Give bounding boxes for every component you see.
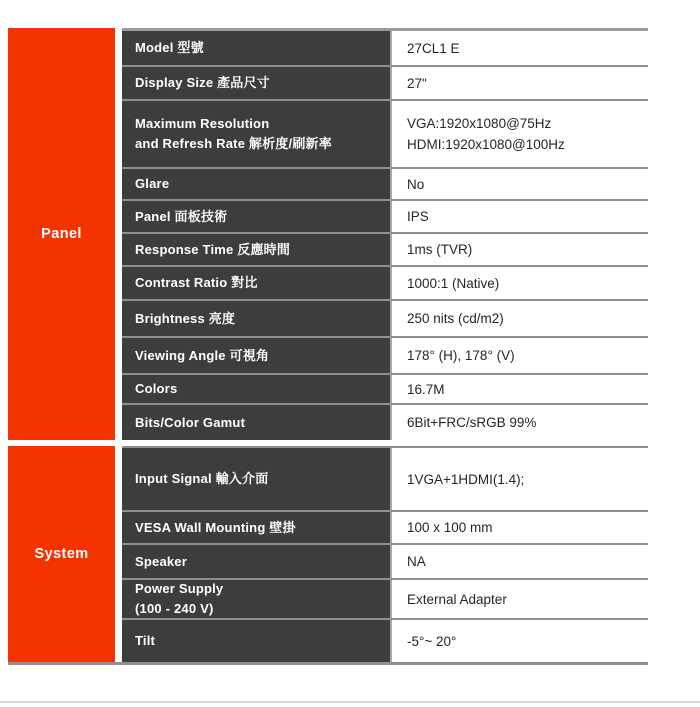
spec-label-line: and Refresh Rate 解析度/刷新率 xyxy=(135,136,332,151)
spec-row xyxy=(122,265,648,299)
spec-value-cell xyxy=(390,620,648,662)
spec-row xyxy=(122,199,648,232)
spec-label-cell xyxy=(122,620,390,662)
spec-label-cell xyxy=(122,301,390,336)
spec-row xyxy=(122,373,648,403)
spec-value-line: VGA:1920x1080@75Hz xyxy=(407,116,552,131)
spec-value-line: 1VGA+1HDMI(1.4); xyxy=(407,471,525,487)
spec-label-cell xyxy=(122,512,390,543)
spec-value-cell xyxy=(390,267,648,299)
spec-section-system xyxy=(8,446,648,662)
spec-value-cell xyxy=(390,31,648,65)
spec-row xyxy=(122,31,648,65)
spec-value-cell xyxy=(390,405,648,440)
spec-value-cell xyxy=(390,301,648,336)
spec-label-line: Glare xyxy=(135,176,170,191)
spec-value-cell xyxy=(390,67,648,99)
spec-label-cell xyxy=(122,338,390,373)
spec-row xyxy=(122,65,648,99)
spec-label-line: VESA Wall Mounting 壁掛 xyxy=(135,519,296,535)
spec-value-line: HDMI:1920x1080@100Hz xyxy=(407,137,565,152)
spec-value-line: 250 nits (cd/m2) xyxy=(407,311,504,326)
spec-value-line: 16.7M xyxy=(407,381,445,397)
spec-value-line: 1ms (TVR) xyxy=(407,242,473,257)
spec-row xyxy=(122,99,648,167)
spec-label-line: Input Signal 輸入介面 xyxy=(135,471,269,486)
spec-value-line: 27CL1 E xyxy=(407,40,460,56)
spec-label-line: Bits/Color Gamut xyxy=(135,414,246,430)
spec-value-cell xyxy=(390,545,648,578)
spec-label-line: Brightness 亮度 xyxy=(135,310,236,326)
spec-label-cell xyxy=(122,234,390,265)
spec-label-line: Maximum Resolution xyxy=(135,116,270,131)
section-tab-system xyxy=(8,446,115,662)
spec-value-line: No xyxy=(407,176,425,192)
spec-label-line: Viewing Angle 可視角 xyxy=(135,347,270,363)
spec-row xyxy=(122,403,648,440)
spec-value-line: External Adapter xyxy=(407,591,507,607)
spec-label-line: Contrast Ratio 對比 xyxy=(135,275,258,290)
spec-value-cell xyxy=(390,169,648,199)
spec-value-cell xyxy=(390,338,648,373)
spec-label-cell xyxy=(122,267,390,299)
spec-label-line: (100 - 240 V) xyxy=(135,601,214,616)
spec-row xyxy=(122,578,648,618)
spec-rows-system xyxy=(122,446,648,662)
spec-row xyxy=(122,232,648,265)
spec-row xyxy=(122,167,648,199)
spec-label-line: Panel 面板技術 xyxy=(135,208,228,224)
spec-value-line: 178° (H), 178° (V) xyxy=(407,348,515,363)
spec-value-line: 1000:1 (Native) xyxy=(407,275,500,291)
spec-table xyxy=(8,28,648,665)
spec-rows-panel xyxy=(122,28,648,440)
page-bottom-divider xyxy=(0,701,700,703)
spec-value-cell xyxy=(390,580,648,618)
spec-label-line: Model 型號 xyxy=(135,40,204,55)
spec-label-cell xyxy=(122,448,390,510)
spec-label-line: Tilt xyxy=(135,633,156,648)
spec-label-cell xyxy=(122,580,390,618)
section-tab-label: System xyxy=(34,546,89,562)
section-tab-label: Panel xyxy=(41,226,82,242)
spec-value-line: NA xyxy=(407,554,426,569)
spec-label-line: Speaker xyxy=(135,553,187,569)
spec-value-cell xyxy=(390,234,648,265)
spec-value-cell xyxy=(390,201,648,232)
spec-value-line: IPS xyxy=(407,209,429,224)
spec-label-cell xyxy=(122,31,390,65)
spec-section-panel xyxy=(8,28,648,440)
spec-row xyxy=(122,543,648,578)
spec-value-line: 27" xyxy=(407,75,427,91)
spec-value-cell xyxy=(390,512,648,543)
spec-label-line: Power Supply xyxy=(135,581,224,596)
spec-row xyxy=(122,448,648,510)
spec-label-line: Response Time 反應時間 xyxy=(135,241,291,257)
spec-row xyxy=(122,299,648,336)
spec-value-line: 100 x 100 mm xyxy=(407,520,493,535)
spec-row xyxy=(122,510,648,543)
spec-value-line: 6Bit+FRC/sRGB 99% xyxy=(407,415,537,430)
spec-value-cell xyxy=(390,375,648,403)
spec-label-line: Display Size 產品尺寸 xyxy=(135,75,270,90)
section-tab-panel xyxy=(8,28,115,440)
spec-label-cell xyxy=(122,101,390,167)
spec-label-cell xyxy=(122,169,390,199)
spec-label-line: Colors xyxy=(135,381,178,396)
spec-row xyxy=(122,618,648,662)
spec-label-cell xyxy=(122,545,390,578)
spec-value-cell xyxy=(390,448,648,510)
spec-label-cell xyxy=(122,201,390,232)
spec-row xyxy=(122,336,648,373)
spec-label-cell xyxy=(122,375,390,403)
spec-value-line: -5°~ 20° xyxy=(407,633,457,649)
spec-label-cell xyxy=(122,405,390,440)
spec-label-cell xyxy=(122,67,390,99)
spec-value-cell xyxy=(390,101,648,167)
